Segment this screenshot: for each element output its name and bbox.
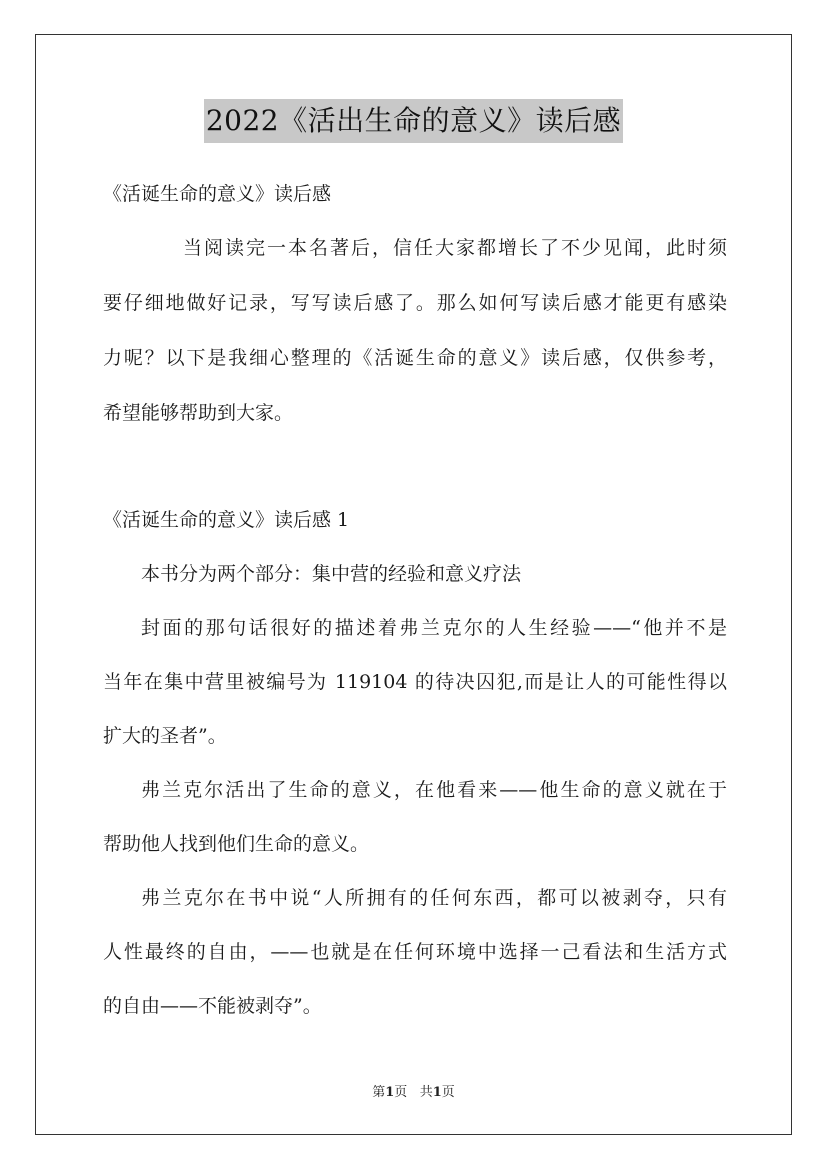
intro-line-3: 力呢？以下是我细心整理的《活诞生命的意义》读后感，仅供参考， [103,347,727,369]
title-container [0,99,827,143]
section-heading: 《活诞生命的意义》读后感 1 [103,509,350,531]
page-prefix: 第 [372,1085,386,1100]
intro-line-4: 希望能够帮助到大家。 [103,402,294,424]
paragraph-2-line-3: 扩大的圣者”。 [103,725,227,747]
paragraph-3-line-1: 弗兰克尔活出了生命的意义，在他看来——他生命的意义就在于 [141,779,727,801]
paragraph-2-line-2: 当年在集中营里被编号为 119104 的待决囚犯,而是让人的可能性得以 [103,671,727,693]
total-suffix: 页 [441,1085,455,1100]
document-subtitle: 《活诞生命的意义》读后感 [103,183,332,205]
intro-line-1: 当阅读完一本名著后，信任大家都增长了不少见闻，此时须 [183,237,727,259]
page-number: 1 [385,1085,395,1100]
paragraph-2-line-1: 封面的那句话很好的描述着弗兰克尔的人生经验——“他并不是 [141,617,727,639]
page-suffix: 页 [394,1085,408,1100]
paragraph-4-line-3: 的自由——不能被剥夺”。 [103,995,322,1017]
page-footer [0,1084,827,1102]
total-prefix: 共 [419,1085,433,1100]
paragraph-3-line-2: 帮助他人找到他们生命的意义。 [103,833,370,855]
paragraph-4-line-1: 弗兰克尔在书中说“人所拥有的任何东西，都可以被剥夺，只有 [141,887,727,909]
intro-line-2: 要仔细地做好记录，写写读后感了。那么如何写读后感才能更有感染 [103,292,727,314]
paragraph-1: 本书分为两个部分：集中营的经验和意义疗法 [141,563,522,585]
total-number: 1 [432,1085,442,1100]
document-title: 2022《活出生命的意义》读后感 [204,99,623,143]
paragraph-4-line-2: 人性最终的自由，——也就是在任何环境中选择一己看法和生活方式 [103,941,727,963]
